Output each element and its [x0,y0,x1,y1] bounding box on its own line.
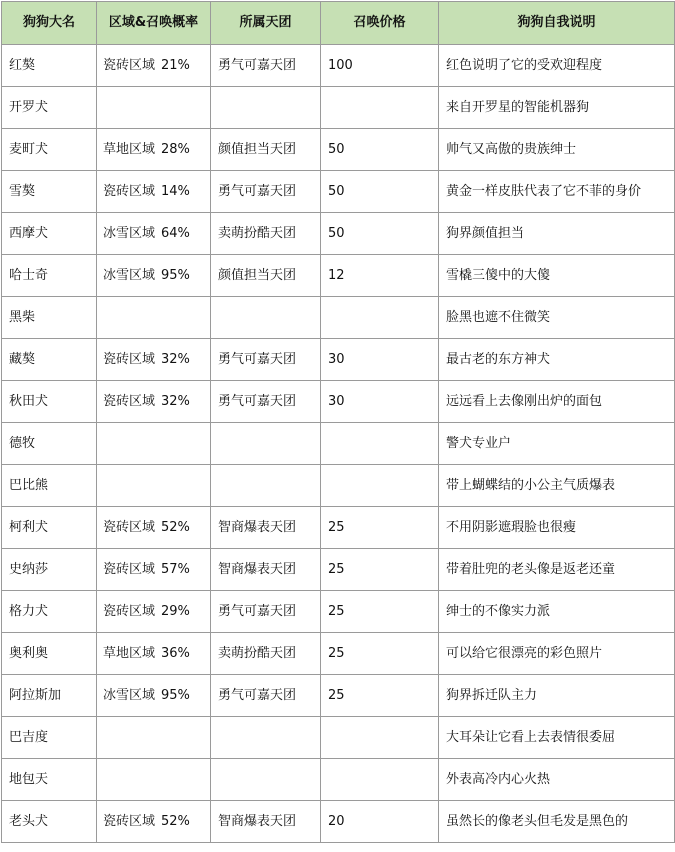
description-cell: 狗界拆迁队主力 [439,675,675,717]
area-rate-cell [97,801,211,843]
table-row [2,255,675,297]
description-cell: 红色说明了它的受欢迎程度 [439,45,675,87]
area-rate-cell [97,213,211,255]
team-cell [211,87,321,129]
table-row [2,507,675,549]
summon-rate: 36% [161,645,190,661]
area-rate-cell [97,255,211,297]
area-rate-cell [97,171,211,213]
description-cell: 帅气又高傲的贵族绅士 [439,129,675,171]
team-cell: 智商爆表天团 [211,801,321,843]
price-cell: 25 [321,549,439,591]
team-cell: 卖萌扮酷天团 [211,633,321,675]
area-rate-cell [97,297,211,339]
table-row [2,339,675,381]
team-cell [211,297,321,339]
dog-name-cell: 开罗犬 [2,87,97,129]
price-cell [321,423,439,465]
price-cell [321,297,439,339]
area-rate-cell [97,423,211,465]
header-price: 召唤价格 [321,2,439,45]
area-rate-cell [97,45,211,87]
dog-name-cell: 藏獒 [2,339,97,381]
table-row [2,717,675,759]
header-team: 所属天团 [211,2,321,45]
summon-rate: 95% [161,687,190,703]
table-row [2,423,675,465]
description-cell: 黄金一样皮肤代表了它不菲的身价 [439,171,675,213]
dog-name-cell: 雪獒 [2,171,97,213]
description-cell: 绅士的不像实力派 [439,591,675,633]
table-row [2,213,675,255]
price-cell: 25 [321,507,439,549]
team-cell: 颜值担当天团 [211,129,321,171]
area-rate-cell [97,675,211,717]
team-cell: 勇气可嘉天团 [211,45,321,87]
dog-name-cell: 奥利奥 [2,633,97,675]
area-label: 冰雪区域 [103,225,156,241]
summon-rate: 95% [161,267,190,283]
summon-rate: 32% [161,351,190,367]
price-cell [321,87,439,129]
team-cell [211,717,321,759]
summon-rate: 29% [161,603,190,619]
summon-rate: 64% [161,225,190,241]
area-label: 瓷砖区域 [103,603,156,619]
team-cell: 勇气可嘉天团 [211,675,321,717]
area-label: 冰雪区域 [103,267,156,283]
table-row [2,591,675,633]
team-cell: 勇气可嘉天团 [211,591,321,633]
price-cell: 50 [321,129,439,171]
area-rate-cell [97,549,211,591]
area-label: 瓷砖区域 [103,519,156,535]
team-cell: 卖萌扮酷天团 [211,213,321,255]
table-row [2,759,675,801]
description-cell: 脸黑也遮不住微笑 [439,297,675,339]
description-cell: 雪橇三傻中的大傻 [439,255,675,297]
table-row [2,465,675,507]
dog-name-cell: 德牧 [2,423,97,465]
table-row [2,633,675,675]
dog-name-cell: 西摩犬 [2,213,97,255]
team-cell [211,423,321,465]
area-label: 草地区域 [103,645,156,661]
description-cell: 带上蝴蝶结的小公主气质爆表 [439,465,675,507]
summon-rate: 14% [161,183,190,199]
area-rate-cell [97,633,211,675]
price-cell: 25 [321,591,439,633]
price-cell: 50 [321,171,439,213]
table-row [2,297,675,339]
table-row [2,381,675,423]
area-rate-cell [97,717,211,759]
description-cell: 狗界颜值担当 [439,213,675,255]
price-cell [321,759,439,801]
area-rate-cell [97,381,211,423]
header-name: 狗狗大名 [2,2,97,45]
summon-rate: 52% [161,519,190,535]
team-cell: 勇气可嘉天团 [211,171,321,213]
price-cell: 50 [321,213,439,255]
dog-name-cell: 阿拉斯加 [2,675,97,717]
area-label: 瓷砖区域 [103,813,156,829]
area-rate-cell [97,759,211,801]
team-cell: 勇气可嘉天团 [211,339,321,381]
area-rate-cell [97,465,211,507]
team-cell: 颜值担当天团 [211,255,321,297]
team-cell [211,465,321,507]
summon-rate: 21% [161,57,190,73]
dog-name-cell: 史纳莎 [2,549,97,591]
description-cell: 虽然长的像老头但毛发是黑色的 [439,801,675,843]
header-area-rate: 区域&召唤概率 [97,2,211,45]
price-cell: 30 [321,381,439,423]
description-cell: 警犬专业户 [439,423,675,465]
area-label: 瓷砖区域 [103,351,156,367]
summon-rate: 28% [161,141,190,157]
dog-name-cell: 黑柴 [2,297,97,339]
description-cell: 最古老的东方神犬 [439,339,675,381]
header-row [2,2,675,45]
summon-rate: 52% [161,813,190,829]
area-label: 瓷砖区域 [103,57,156,73]
description-cell: 大耳朵让它看上去表情很委屈 [439,717,675,759]
table-row [2,129,675,171]
description-cell: 来自开罗星的智能机器狗 [439,87,675,129]
description-cell: 可以给它很漂亮的彩色照片 [439,633,675,675]
description-cell: 远远看上去像刚出炉的面包 [439,381,675,423]
summon-rate: 57% [161,561,190,577]
price-cell [321,465,439,507]
area-label: 草地区域 [103,141,156,157]
price-cell: 12 [321,255,439,297]
dog-name-cell: 地包天 [2,759,97,801]
area-rate-cell [97,129,211,171]
dog-name-cell: 老头犬 [2,801,97,843]
team-cell: 智商爆表天团 [211,549,321,591]
price-cell [321,717,439,759]
summon-rate: 32% [161,393,190,409]
description-cell: 不用阴影遮瑕脸也很瘦 [439,507,675,549]
dog-name-cell: 巴吉度 [2,717,97,759]
area-rate-cell [97,591,211,633]
area-rate-cell [97,507,211,549]
table-row [2,45,675,87]
area-rate-cell [97,339,211,381]
dog-name-cell: 巴比熊 [2,465,97,507]
price-cell: 20 [321,801,439,843]
dog-name-cell: 秋田犬 [2,381,97,423]
dog-table [1,1,675,843]
dog-name-cell: 红獒 [2,45,97,87]
dog-name-cell: 格力犬 [2,591,97,633]
table-row [2,171,675,213]
table-row [2,549,675,591]
price-cell: 25 [321,675,439,717]
description-cell: 带着肚兜的老头像是返老还童 [439,549,675,591]
price-cell: 100 [321,45,439,87]
team-cell: 勇气可嘉天团 [211,381,321,423]
price-cell: 25 [321,633,439,675]
team-cell [211,759,321,801]
description-cell: 外表高冷内心火热 [439,759,675,801]
area-label: 冰雪区域 [103,687,156,703]
area-label: 瓷砖区域 [103,183,156,199]
team-cell: 智商爆表天团 [211,507,321,549]
table-row [2,675,675,717]
price-cell: 30 [321,339,439,381]
table-row [2,801,675,843]
dog-name-cell: 哈士奇 [2,255,97,297]
area-label: 瓷砖区域 [103,561,156,577]
dog-name-cell: 柯利犬 [2,507,97,549]
dog-name-cell: 麦町犬 [2,129,97,171]
area-label: 瓷砖区域 [103,393,156,409]
header-description: 狗狗自我说明 [439,2,675,45]
area-rate-cell [97,87,211,129]
table-row [2,87,675,129]
